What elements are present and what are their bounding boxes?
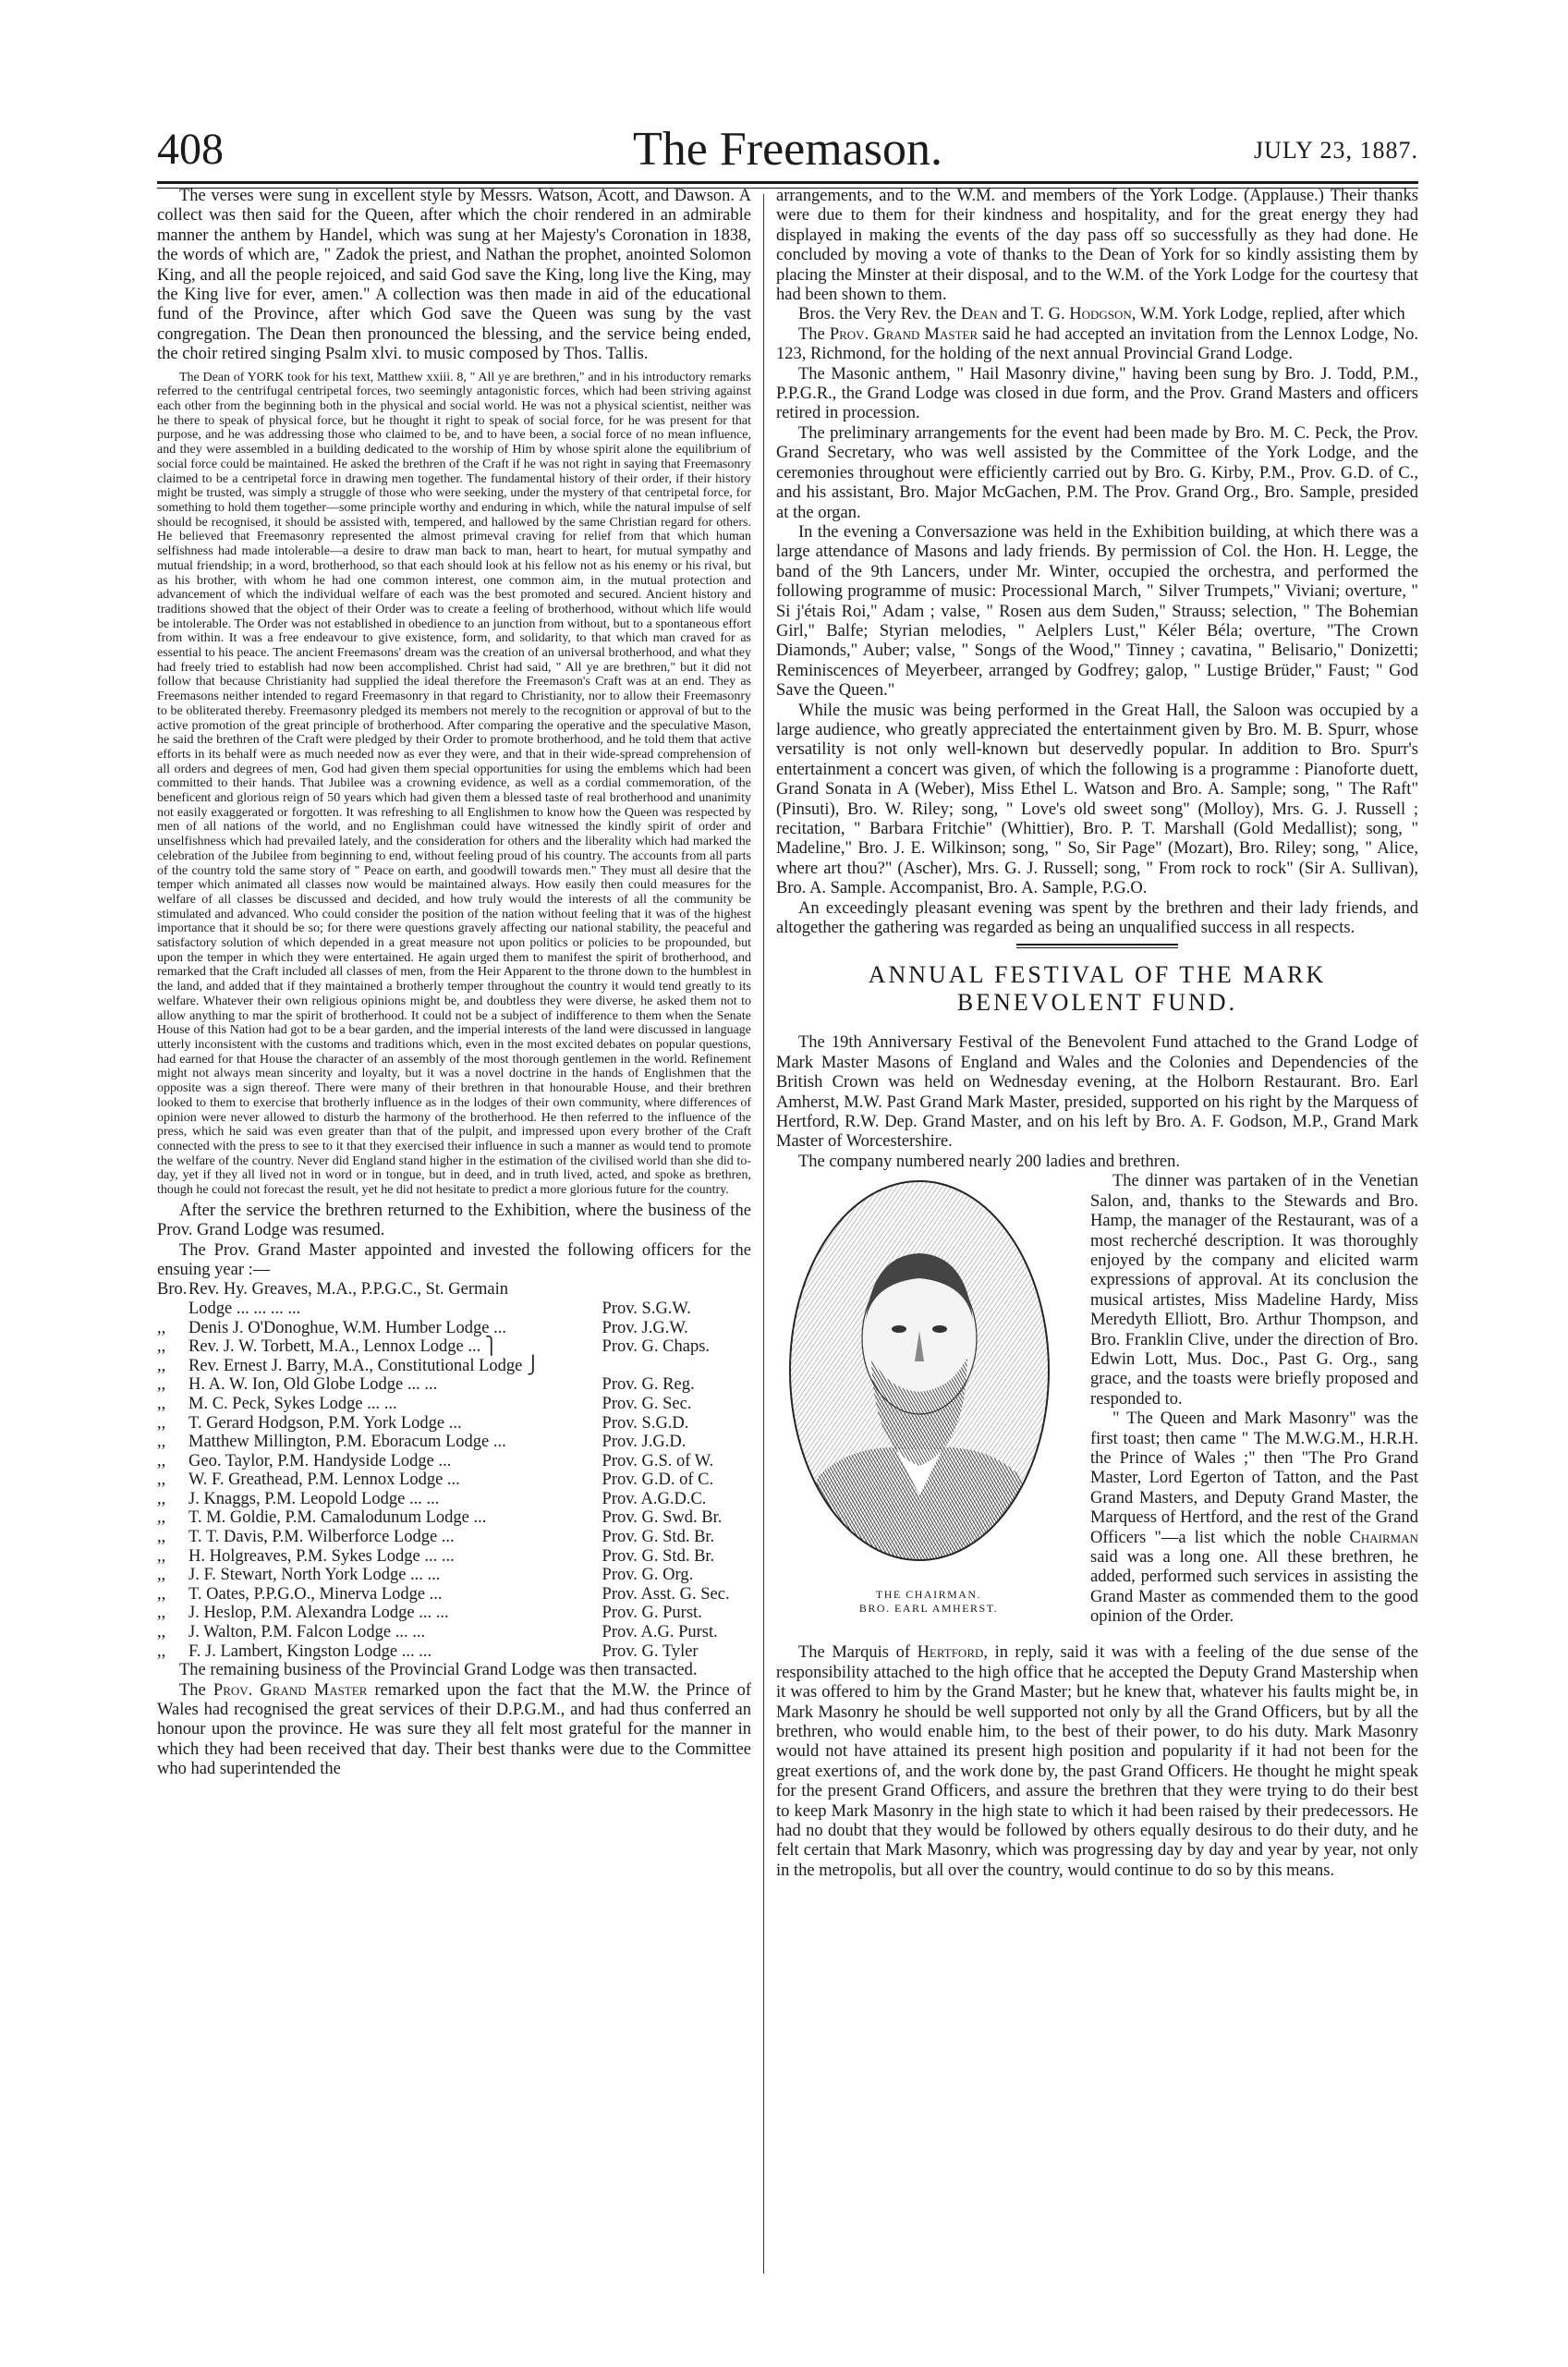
officer-office: Prov. A.G. Purst.: [602, 1623, 718, 1642]
officer-name: J. Walton, P.M. Falcon Lodge ... ...: [188, 1623, 426, 1642]
paragraph: Bros. the Very Rev. the Dean and T. G. Hodgson, W.M. York Lodge, replied, after which: [798, 305, 1405, 324]
officer-row: [157, 1414, 751, 1434]
officer-row: [157, 1280, 751, 1299]
officer-row: [157, 1357, 751, 1376]
officer-row: [157, 1452, 751, 1471]
officer-row: [157, 1337, 751, 1357]
officer-prefix: ,,: [157, 1375, 166, 1395]
paragraph: The Prov. Grand Master remarked upon the fact that the M.W. the Prince of Wales had recognised the great services of their D.P.G.M., and had thus conferred an honour upon the province. He was sure they all felt most grateful for the manner in which they had been received that day. Their best thanks were due to the Committee who had superintended the: [157, 1680, 752, 1779]
officer-name: T. M. Goldie, P.M. Camalodunum Lodge ...: [188, 1508, 487, 1528]
left-column: [157, 187, 751, 1780]
paragraph: The Prov. Grand Master appointed and invested the following officers for the ensuing year :—: [157, 1240, 751, 1279]
officer-office: Prov. G. Purst.: [602, 1604, 702, 1623]
officer-name: H. A. W. Ion, Old Globe Lodge ... ...: [188, 1375, 438, 1395]
officer-row: [157, 1490, 751, 1509]
officer-name: M. C. Peck, Sykes Lodge ... ...: [188, 1394, 397, 1413]
officer-office: Prov. Asst. G. Sec.: [602, 1584, 730, 1604]
paragraph: The dinner was partaken of in the Venetian Salon, and, thanks to the Stewards and Bro. Hamp, the manager of the Restaurant, was of a most recherché description. It was thoroughly enjoyed by the company and elicited warm expressions of approval. At its conclusion the musical artistes, Miss Madeline Hardy, Miss Meredyth Elliott, Bro. Arthur Thompson, and Bro. Franklin Clive, under the direction of Bro. Edwin Lott, Mus. Doc., Past G. Org., sang grace, and the toasts were briefly proposed and responded to.: [1090, 1172, 1418, 1409]
officer-name: Rev. J. W. Torbett, M.A., Lennox Lodge ... ⎫: [188, 1337, 498, 1357]
chairman-portrait: [776, 1172, 1081, 1643]
officer-name: F. J. Lambert, Kingston Lodge ... ...: [188, 1641, 432, 1661]
officer-row: [157, 1547, 751, 1567]
page-number: 408: [157, 125, 224, 174]
officer-name: J. Heslop, P.M. Alexandra Lodge ... ...: [188, 1604, 449, 1623]
officer-name: Rev. Hy. Greaves, M.A., P.P.G.C., St. Germain: [188, 1280, 508, 1299]
paragraph: " The Queen and Mark Masonry" was the first toast; then came " The M.W.G.M., H.R.H. the Prince of Wales ;" then "The Pro Grand Master, Lord Egerton of Tatton, and the Past Grand Masters, and Deputy Grand Master, the Marquess of Hertford, and the rest of the Grand Officers "—a list which the noble Chairman said was a long one. All these brethren, he added, performed such services in assisting the Grand Master as commended them to the good opinion of the Order.: [1090, 1409, 1418, 1627]
officer-office: Prov. G. Tyler: [602, 1641, 699, 1661]
officer-prefix: ,,: [157, 1566, 166, 1585]
paragraph: The Prov. Grand Master said he had accepted an invitation from the Lennox Lodge, No. 123, Richmond, for the holding of the next annual Provincial Grand Lodge.: [776, 324, 1418, 364]
officer-office: Prov. G.D. of C.: [602, 1470, 714, 1490]
officer-name: H. Holgreaves, P.M. Sykes Lodge ... ...: [188, 1546, 455, 1566]
officer-prefix: ,,: [157, 1546, 166, 1566]
officers-list: [157, 1280, 751, 1661]
officer-office: Prov. J.G.D.: [602, 1433, 687, 1452]
officer-name: J. F. Stewart, North York Lodge ... ...: [188, 1566, 441, 1585]
officer-name: T. Gerard Hodgson, P.M. York Lodge ...: [188, 1413, 462, 1433]
officer-office: [597, 1357, 751, 1376]
officer-office: Prov. G. Org.: [602, 1566, 694, 1585]
paragraph: The verses were sung in excellent style by Messrs. Watson, Acott, and Dawson. A collect was then said for the Queen, after which the choir rendered in an admirable manner the anthem by Handel, which was sung at her Majesty's Coronation in 1838, the words of which are, " Zadok the priest, and Nathan the prophet, anointed Solomon King, and all the people rejoiced, and said God save the King, long live the King, may the King live for ever, amen." A collection was then made in aid of the educational fund of the Province, after which God save the Queen was sung by the vast congregation. The Dean then pronounced the blessing, and the service being ended, the choir retired singing Psalm xlvi. to music composed by Thos. Tallis.: [157, 187, 751, 364]
officer-prefix: ,,: [157, 1394, 166, 1413]
officer-name: Matthew Millington, P.M. Eboracum Lodge ...: [188, 1433, 506, 1452]
issue-date: JULY 23, 1887.: [1254, 137, 1418, 164]
masthead-title: The Freemason.: [632, 123, 942, 176]
officer-name: Rev. Ernest J. Barry, M.A., Constitutional Lodge ⎭: [188, 1356, 540, 1375]
paragraph: The preliminary arrangements for the event had been made by Bro. M. C. Peck, the Prov. Grand Secretary, who was well assisted by the Committee of the York Lodge, and the ceremonies throughout were efficiently carried out by Bro. G. Kirby, P.M., Prov. G.D. of C., and his assistant, Bro. Major McGachen, P.M. The Prov. Grand Org., Bro. Sample, presided at the organ.: [776, 423, 1418, 522]
officer-row: [157, 1375, 751, 1395]
officer-prefix: ,,: [157, 1356, 166, 1375]
officer-prefix: ,,: [157, 1489, 166, 1508]
officer-office: Prov. G. Reg.: [602, 1375, 695, 1395]
officer-office: Prov. G. Sec.: [602, 1394, 692, 1413]
officer-prefix: ,,: [157, 1508, 166, 1528]
paragraph: The remaining business of the Provincial Grand Lodge was then transacted.: [179, 1661, 698, 1680]
officer-name: W. F. Greathead, P.M. Lennox Lodge ...: [188, 1470, 460, 1490]
section-separator: [1016, 947, 1178, 948]
officer-row: [157, 1299, 751, 1319]
paragraph: The Masonic anthem, " Hail Masonry divine," having been sung by Bro. J. Todd, P.M., P.P.G.R., the Grand Lodge was closed in due form, and the Prov. Grand Masters and officers retired in procession.: [776, 364, 1418, 423]
officer-row: [157, 1604, 751, 1623]
officer-office: Prov. S.G.W.: [602, 1299, 691, 1318]
right-column: [776, 187, 1418, 1881]
officer-office: Prov. G. Std. Br.: [602, 1546, 715, 1566]
portrait-caption: THE CHAIRMAN. BRO. EARL AMHERST.: [858, 1588, 999, 1616]
officer-name: Geo. Taylor, P.M. Handyside Lodge ...: [188, 1451, 452, 1470]
sermon-report: The Dean of YORK took for his text, Matthew xxiii. 8, " All ye are brethren," and in his introductory remarks referred to the centrifugal centripetal forces, two seemingly antagonistic forces, which had been striving against each other from the beginning both in the physical and social world. He was not a physical scientist, neither was he there to speak of physical force, but he thought it right to speak of social force, for he was present for that purpose, and he was addressing those who claimed to be, and to have been, a social force of no mean influence, and they were assembled in a building dedicated to the worship of Him by whose spirit alone the equilibrium of social force could be maintained. He asked the brethren of the Craft if he was not right in saying that Freemasonry claimed to be a centripetal force in drawing men together. The fundamental history of their order, if their history might be trusted, was simply a struggle of those who were seeking, under the mystery of that centripetal force, for something to hold them together—some principle worthy and enduring in which, while the natural impulse of self should be recognised, it should be assisted with, tempered, and hallowed by the same Christian regard for others. He believed that Freemasonry represented the almost primeval craving for relief from that which human selfishness had made intolerable—a desire to draw man back to man, heart to heart, for mutual sympathy and mutual friendship; in a word, brotherhood, so that each should look at his fellow not as his enemy or his rival, but as his brother, with whom he had one common interest, one common aim, in the mutual protection and advancement of which the individual welfare of each was the best promoted and secured. Ancient history and traditions showed that the object of their Order was to create a feeling of brotherhood, without which life would be intolerable. The Order was not established in obedience to an junction from without, but to a spontaneous effort from within. It was a free endeavour to give existence, form, and solidarity, to that which man craved for as essential to his peace. The ancient Freemasons' dream was the creation of an universal brotherhood, and what they had freely tried to establish had now been accomplished. Christ had said, " All ye are brethren," but it did not follow that because Christianity had supplied the ideal therefore the Freemason's Craft was at an end. They as Freemasons neither intended to regard Freemasonry in that regard to Christianity, nor to allow their Freemasonry to be obliterated thereby. Freemasonry pledged its members not merely to the recognition or approval of but to the active promotion of the great principle of brotherhood. After comparing the operative and the speculative Mason, he said the brethren of the Craft were pledged by their Order to promote brotherhood, and he told them that active efforts in its behalf were as much needed now as ever they were, and that in their wide-spread comprehension of all orders and degrees of men, God had given them special opportunities for using the emblems which had been committed to their hands. That Jubilee was a crowning evidence, as well as a cordial commemoration, of the beneficent and glorious reign of 50 years which had given them a blessed taste of real brotherhood and unanimity not easily exaggerated or forgotten. It was refreshing to all Englishmen to know how the Queen was respected by men of all nations of the world, and no Englishman could have witnessed the kindly spirit of order and unselfishness which had prevailed lately, and the consideration for others and the liberality which had marked the celebration of the Jubilee from beginning to end, without feeling proud of his country. The accounts from all parts of the country told the same story of " Peace on earth, and goodwill towards men." They must all desire that the temper which animated all classes now would be maintained always. How easily then could measures for the welfare of all classes be discussed and decided, and how truly would the interests of all the community be stimulated and advanced. Who could consider the position of the nation without feeling that it was of the highest importance that it should be so; for there were questions gravely affecting our national stability, the peaceful and satisfactory solution of which depended in a great measure not upon politics or policies to be propounded, but upon the temper in which they were entertained. He again urged them to manifest the spirit of brotherhood, and remarked that the Craft included all classes of men, from the Heir Apparent to the throne down to the humblest in the land, and added that if they maintained a brotherly temper throughout the country it would tend greatly to its welfare. Whatever their own religious opinions might be, and doubtless they were diverse, he asked them not to allow anything to mar the spirit of brotherhood. It could not be a subject of indifference to them when the Senate House of this Nation had got to be a bear garden, and the imperial interests of the land were discussed in language utterly inconsistent with the customs and traditions which, even in the most excited debates on popular questions, had earned for that House the character of an assembly of the most thorough gentlemen in the world. Refinement might not always mean sincerity and loyalty, but it was a novel doctrine in the hands of Englishmen that the opposite was a sign thereof. There were many of their brethren in that honourable House, and their brethren looked to them to exercise that brotherly influence as in the lodges of their own community, where differences of opinion were never allowed to disturb the harmony of the brotherhood. He then referred to the influence of the press, which he said was even greater than that of the pulpit, and impressed upon every brother of the Craft connected with the press to see to it that they exercised their influence in such a manner as would tend to promote the welfare of the country. Never did England stand higher in the estimation of the civilised world than she did to-day, yet if they all lived not in word or in tongue, but in deed, and in truth lived, acted, and spoke as brethren, though he could not forecast the result, yet he did not hesitate to predict a more glorious future for the country.: [157, 370, 751, 1198]
portrait-engraving-icon: [781, 1172, 1058, 1569]
officer-name: Denis J. O'Donoghue, W.M. Humber Lodge ...: [188, 1318, 507, 1337]
officer-prefix: Bro.: [157, 1280, 188, 1299]
officer-prefix: [157, 1299, 188, 1319]
page-header: [157, 122, 1418, 177]
officer-row: [157, 1528, 751, 1547]
paragraph: arrangements, and to the W.M. and members of the York Lodge. (Applause.) Their thanks were due to them for their kindness and hospitality, and for the great energy they had displayed in making the events of the day pass off so successfully as they had done. He concluded by moving a vote of thanks to the Dean of York for so kindly assisting them by placing the Minster at their disposal, and to the W.M. of the York Lodge for the courtesy that had been shown to them.: [776, 187, 1418, 305]
officer-name: Lodge ... ... ... ...: [188, 1299, 301, 1318]
officer-prefix: ,,: [157, 1528, 166, 1547]
officer-prefix: ,,: [157, 1623, 166, 1642]
officer-name: J. Knaggs, P.M. Leopold Lodge ... ...: [188, 1489, 440, 1508]
officer-row: [157, 1508, 751, 1528]
paragraph: The 19th Anniversary Festival of the Benevolent Fund attached to the Grand Lodge of Mark Master Masons of England and Wales and the Colonies and Dependencies of the British Crown was held on Wednesday evening, at the Holborn Restaurant. Bro. Earl Amherst, M.W. Past Grand Mark Master, presided, supported on his right by the Marquess of Hertford, R.W. Dep. Grand Master, and on his left by Bro. A. F. Godson, M.P., Grand Mark Master of Worcestershire.: [776, 1033, 1418, 1152]
officer-name: T. Oates, P.P.G.O., Minerva Lodge ...: [188, 1584, 443, 1604]
officer-office: Prov. J.G.W.: [602, 1318, 688, 1337]
officer-prefix: ,,: [157, 1318, 166, 1337]
officer-prefix: ,,: [157, 1413, 166, 1433]
officer-name: T. T. Davis, P.M. Wilberforce Lodge ...: [188, 1528, 455, 1547]
paragraph: An exceedingly pleasant evening was spent by the brethren and their lady friends, and altogether the gathering was regarded as being an unqualified success in all respects.: [776, 898, 1418, 938]
column-divider: [763, 194, 764, 2274]
officer-row: [157, 1470, 751, 1490]
officer-office: Prov. G. Std. Br.: [602, 1528, 715, 1547]
paragraph: The company numbered nearly 200 ladies and brethren.: [798, 1152, 1181, 1171]
officer-row: [157, 1433, 751, 1452]
paragraph: The Marquis of Hertford, in reply, said it was with a feeling of the due sense of the responsibility attached to the high office that he accepted the Deputy Grand Mastership when it was offered to him by the Grand Master; but he knew that, whatever his faults might be, in Mark Masonry he should be well supported not only by all the Grand Officers, but by all the brethren, who would enable him, to the best of their power, to do his duty. Mark Masonry would not have attained its present high position and popularity if it had not been for the great exertions of, and the work done by, the past Grand Officers. He thought he might speak for the present Grand Officers, and assure the brethren that they were trying to do their best to keep Mark Masonry in the high state to which it had been raised by their predecessors. He had no doubt that they would be followed by others equally desirous to do their duty, and he felt certain that Mark Masonry, which was progressing day by day and year by year, not only in the metropolis, but all over the country, would continue to do so by this means.: [776, 1643, 1418, 1880]
officer-prefix: ,,: [157, 1470, 166, 1490]
officer-row: [157, 1319, 751, 1338]
officer-row: [157, 1642, 751, 1662]
officer-row: [157, 1566, 751, 1585]
officer-row: [157, 1395, 751, 1414]
officer-prefix: ,,: [157, 1584, 166, 1604]
officer-prefix: ,,: [157, 1641, 166, 1661]
officer-prefix: ,,: [157, 1451, 166, 1470]
paragraph: While the music was being performed in the Great Hall, the Saloon was occupied by a large audience, who greatly appreciated the entertainment given by Bro. M. B. Spurr, whose versatility is not only well-known but deservedly popular. In addition to Bro. Spurr's entertainment a concert was given, of which the following is a programme : Pianoforte duett, Grand Sonata in A (Weber), Miss Ethel L. Watson and Bro. A. Sample; song, " The Raft" (Pinsuti), Bro. W. Riley; song, " Love's old sweet song" (Molloy), Mrs. G. J. Russell ; recitation, " Barbara Fritchie" (Whittier), Bro. P. T. Marshall (Gold Medallist); song, " Madeline," Bro. J. E. Wilkinson; song, " So, Sir Page" (Mozart), Bro. Riley; song, " Alice, where art thou?" (Ascher), Mrs. G. J. Russell; song, " From rock to rock" (Sir A. Sullivan), Bro. A. Sample. Accompanist, Bro. A. Sample, P.G.O.: [776, 701, 1418, 898]
header-rule: [157, 181, 1418, 184]
article-headline: ANNUAL FESTIVAL OF THE MARK BENEVOLENT FUND.: [868, 961, 1327, 1017]
officer-office: Prov. S.G.D.: [602, 1413, 689, 1433]
officer-prefix: ,,: [157, 1337, 166, 1357]
paragraph: In the evening a Conversazione was held in the Exhibition building, at which there was a large attendance of Masons and lady friends. By permission of Col. the Hon. H. Legge, the band of the 9th Lancers, under Mr. Winter, occupied the orchestra, and performed the following programme of music: Processional March, " Silver Trumpets," Viviani; overture, " Si j'étais Roi," Adam ; valse, " Rosen aus dem Suden," Strauss; selection, " The Bohemian Girl," Balfe; Styrian melodies, " Aelplers Lust," Kéler Béla; overture, "The Crown Diamonds," Auber; valse, " Songs of the Wood," Tinney ; cavatina, " Belisario," Donizetti; Reminiscences of Meyerbeer, arranged by Godfrey; galop, " Lustige Brüder," Faust; " God Save the Queen.": [776, 522, 1418, 701]
officer-prefix: ,,: [157, 1604, 166, 1623]
officer-row: [157, 1585, 751, 1604]
officer-row: [157, 1623, 751, 1642]
officer-office: Prov. A.G.D.C.: [602, 1489, 707, 1508]
officer-prefix: ,,: [157, 1433, 166, 1452]
paragraph: After the service the brethren returned to the Exhibition, where the business of the Prov. Grand Lodge was resumed.: [157, 1201, 751, 1240]
officer-office: Prov. G. Chaps.: [602, 1337, 711, 1357]
officer-office: Prov. G.S. of W.: [602, 1451, 714, 1470]
officer-office: Prov. G. Swd. Br.: [602, 1508, 723, 1528]
section-separator: [1016, 944, 1178, 946]
officer-office: [597, 1280, 751, 1299]
